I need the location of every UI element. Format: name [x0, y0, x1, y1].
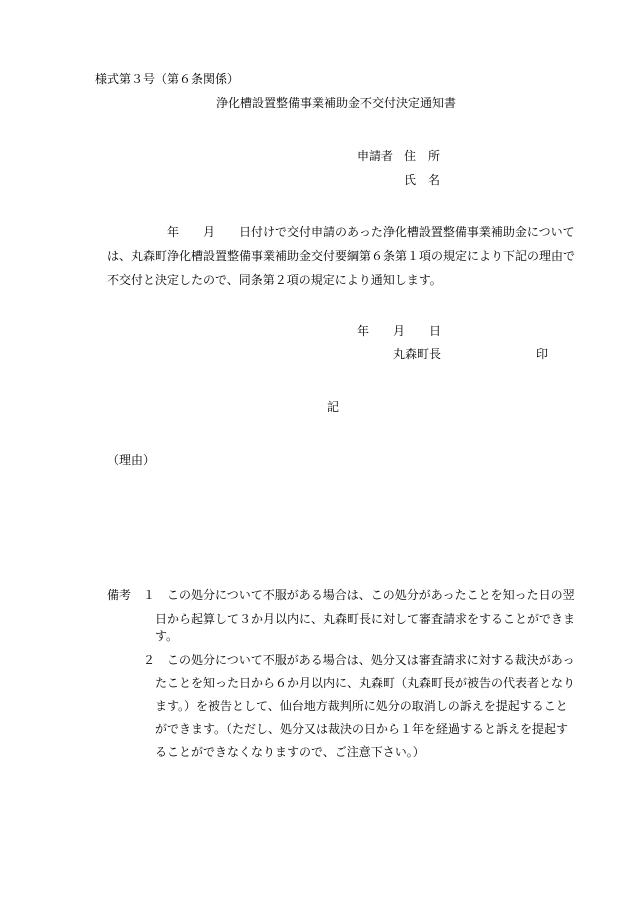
date-year: 年 — [357, 324, 370, 338]
note-2-line-4: ができます。（ただし、処分又は裁決の日から１年を経過すると訴えを提起す — [155, 722, 569, 736]
notes-label: 備考 — [107, 588, 132, 602]
reason-label: （理由） — [107, 453, 156, 467]
date-day: 日 — [429, 324, 442, 338]
note-1-line-1: この処分について不服がある場合は、この処分があったことを知った日の翌 — [167, 588, 575, 602]
seal-mark: 印 — [536, 347, 549, 361]
body-line-3: 不交付と決定したので、同条第２項の規定により通知します。 — [107, 273, 442, 287]
note-2-line-2: たことを知った日から６か月以内に、丸森町（丸森町長が被告の代表者となり — [155, 676, 576, 690]
ki-heading: 記 — [327, 400, 340, 414]
body-line-2: は、丸森町浄化槽設置整備事業補助金交付要綱第６条第１項の規定により下記の理由で — [107, 249, 576, 263]
applicant-label: 申請者 — [357, 149, 394, 163]
document-title: 浄化槽設置整備事業補助金不交付決定通知書 — [216, 96, 457, 110]
body-month: 月 — [203, 225, 216, 239]
body-year: 年 — [167, 225, 180, 239]
note-1-line-2: 日から起算して３か月以内に、丸森町長に対して審査請求をすることができま — [155, 612, 576, 626]
applicant-name-label: 氏 名 — [404, 173, 441, 187]
note-1-line-3: す。 — [155, 629, 179, 643]
applicant-address-label: 住 所 — [404, 149, 441, 163]
note-2-line-1: この処分について不服がある場合は、処分又は審査請求に対する裁決があっ — [167, 653, 575, 667]
form-number: 様式第３号（第６条関係） — [95, 72, 240, 86]
note-2-line-5: ることができなくなりますので、ご注意下さい。） — [155, 745, 425, 759]
note-2-number: ２ — [143, 653, 156, 667]
issuer-name: 丸森町長 — [393, 347, 442, 361]
note-2-line-3: ます。）を被告として、仙台地方裁判所に処分の取消しの訴えを提起すること — [155, 699, 568, 713]
date-month: 月 — [393, 324, 406, 338]
note-1-number: １ — [143, 588, 156, 602]
body-line-1: 日付けで交付申請のあった浄化槽設置整備事業補助金について — [239, 225, 575, 239]
